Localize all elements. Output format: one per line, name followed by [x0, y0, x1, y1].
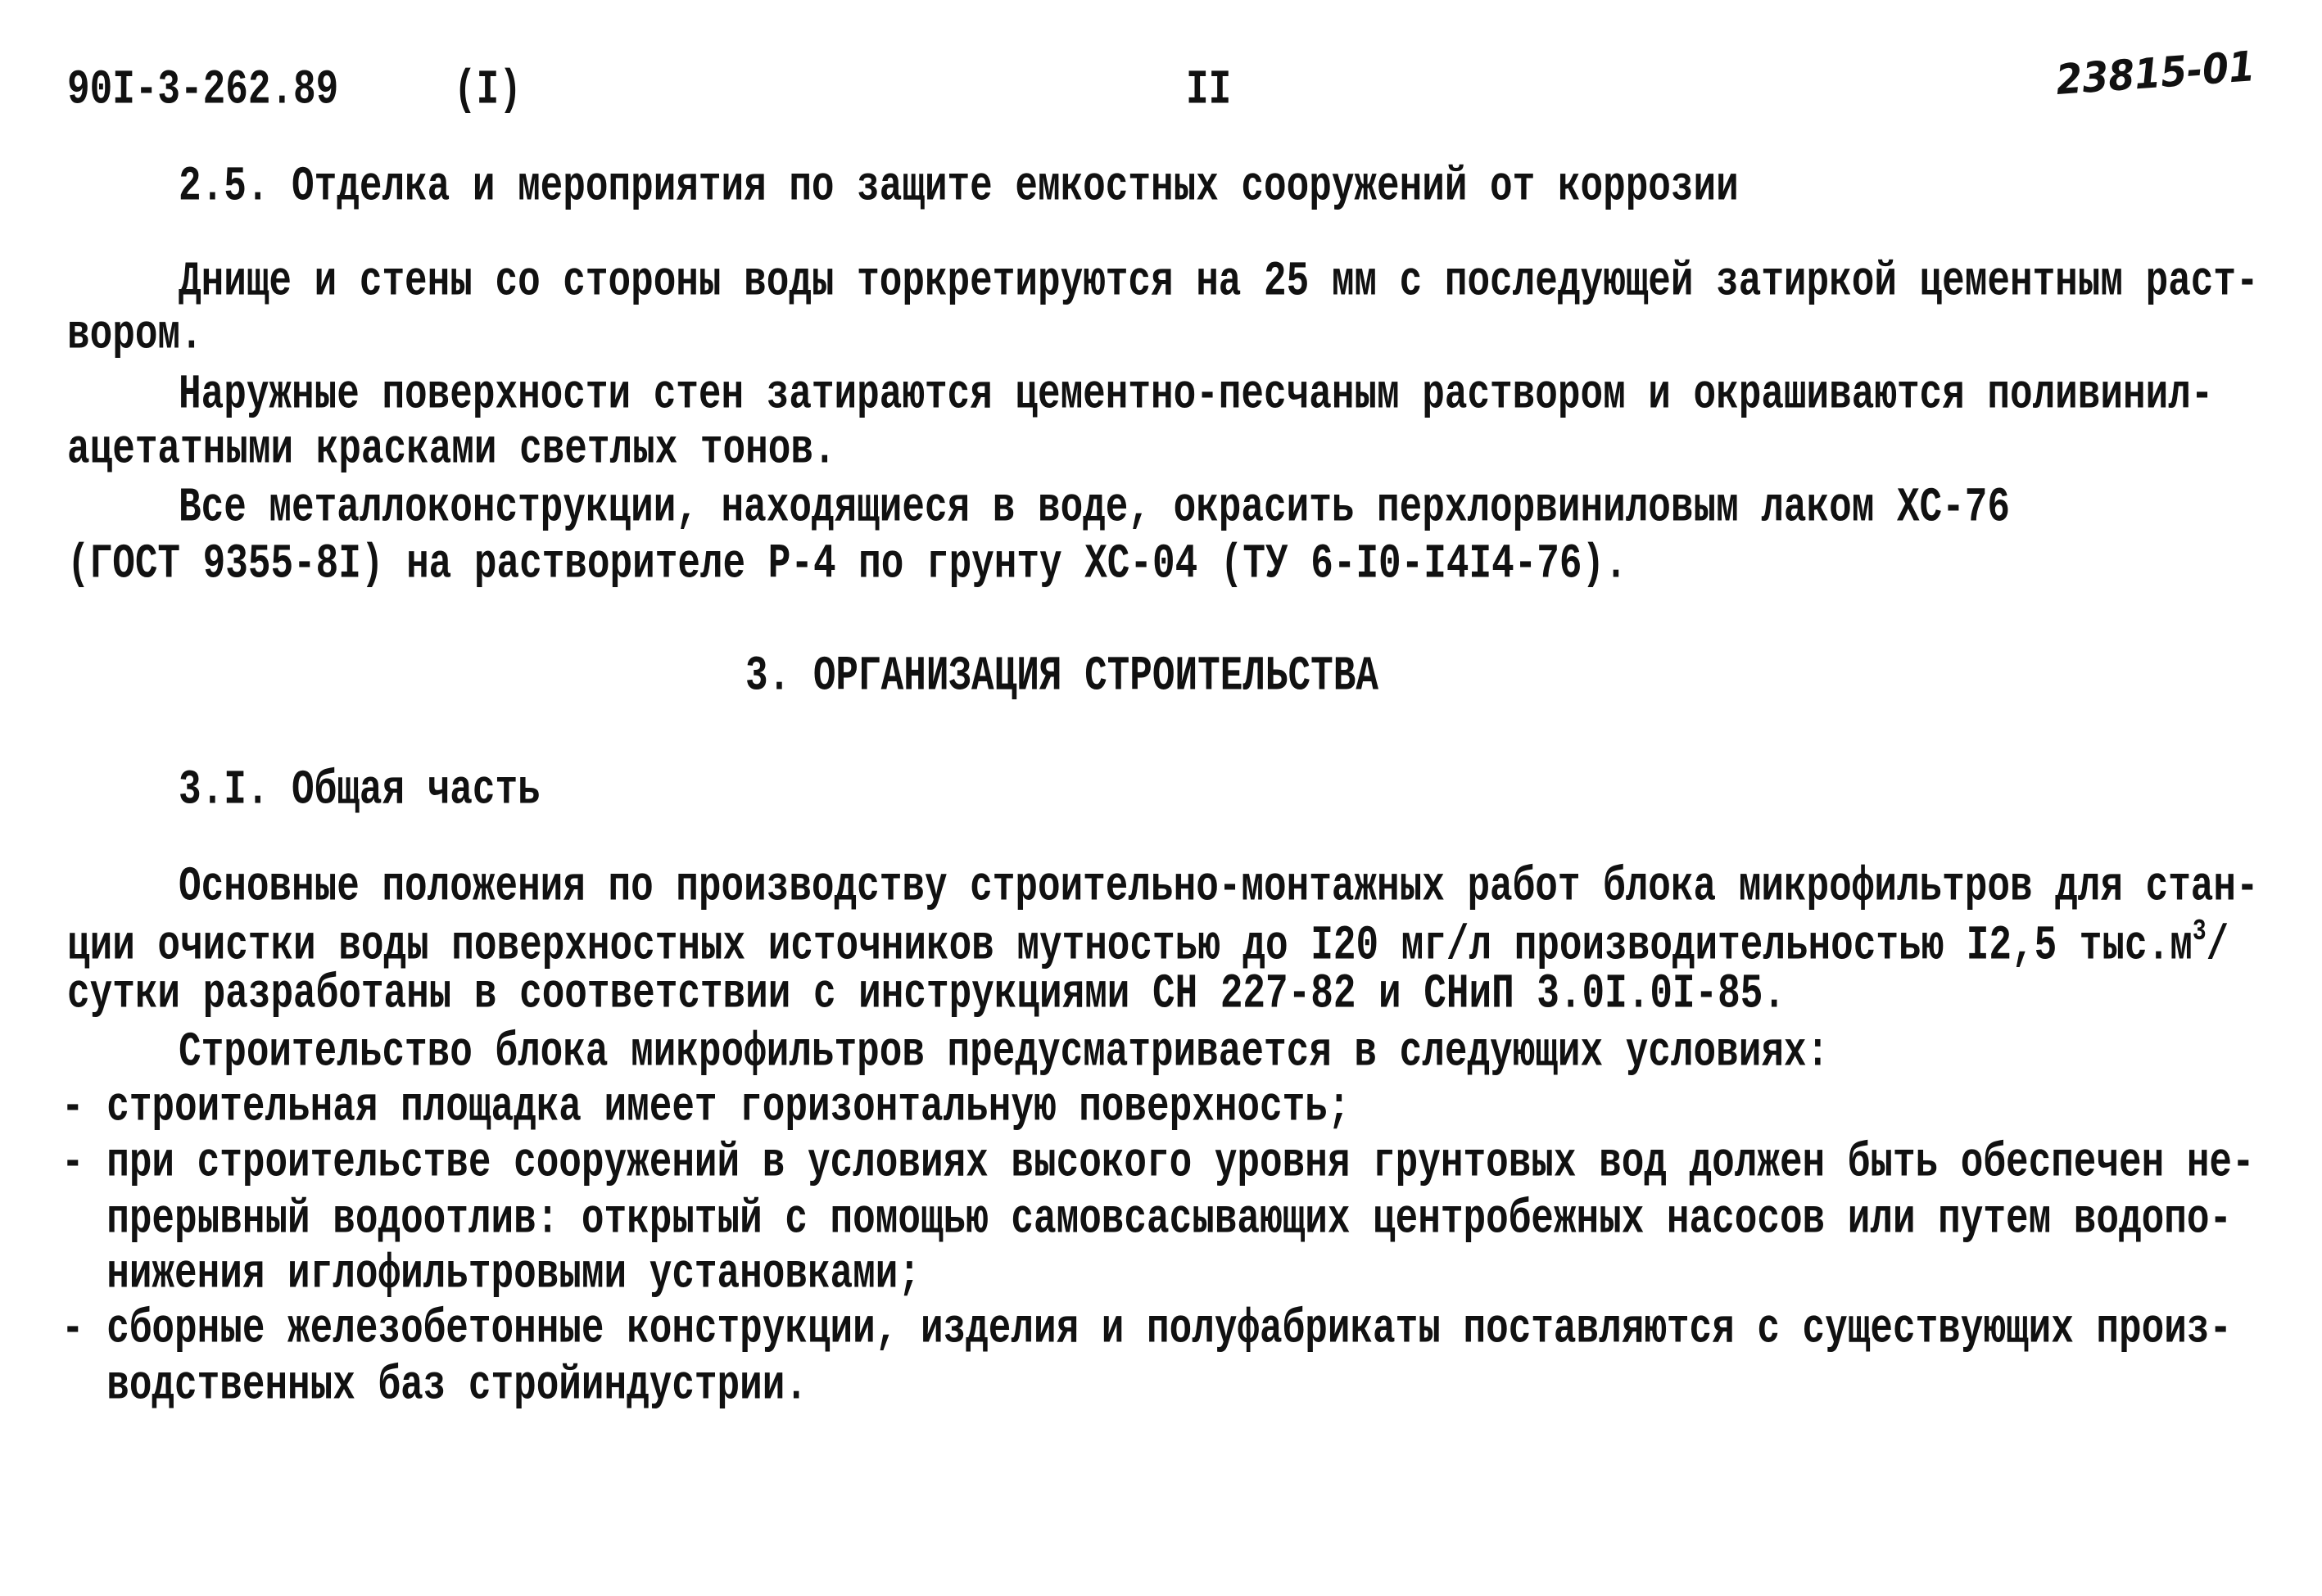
- paragraph-line: Все металлоконструкции, находящиеся в воде, окрасить перхлорвиниловым лаком ХС-76: [179, 480, 2010, 536]
- list-item-continuation: водственных баз стройиндустрии.: [61, 1358, 808, 1413]
- paragraph-line: [67, 916, 2229, 974]
- list-item: - при строительстве сооружений в условиях высокого уровня грунтовых вод должен быть обеспечен не-: [61, 1135, 2255, 1191]
- paragraph-line: Строительство блока микрофильтров предусматривается в следующих условиях:: [179, 1024, 1830, 1080]
- handwritten-stamp: 23815-01: [2054, 41, 2256, 105]
- volume-number: (I): [454, 62, 522, 118]
- line-text: /: [2206, 918, 2229, 974]
- chapter-heading: 3. ОРГАНИЗАЦИЯ СТРОИТЕЛЬСТВА: [745, 649, 1378, 704]
- paragraph-line: Днище и стены со стороны воды торкретируются на 25 мм с последующей затиркой цементным раст-: [179, 254, 2259, 310]
- superscript: 3: [2192, 916, 2207, 949]
- section-heading: 3.I. Общая часть: [179, 762, 541, 818]
- list-item: - строительная площадка имеет горизонтальную поверхность;: [61, 1079, 1351, 1135]
- document-code: 90I-3-262.89: [67, 62, 339, 118]
- paragraph-line: сутки разработаны в соответствии с инструкциями СН 227-82 и СНиП 3.0I.0I-85.: [67, 966, 1786, 1022]
- paragraph-line: Основные положения по производству строительно-монтажных работ блока микрофильтров для стан-: [179, 859, 2259, 915]
- paragraph-line: (ГОСТ 9355-8I) на растворителе Р-4 по грунту ХС-04 (ТУ 6-I0-I4I4-76).: [67, 536, 1627, 592]
- paragraph-line: Наружные поверхности стен затираются цементно-песчаным раствором и окрашиваются поливинил-: [179, 367, 2214, 423]
- line-text: ции очистки воды поверхностных источников мутностью до I20 мг/л производительностью I2,5 тыс.м: [67, 918, 2193, 974]
- section-heading: 2.5. Отделка и мероприятия по защите емкостных сооружений от коррозии: [179, 159, 1739, 215]
- list-item-continuation: прерывный водоотлив: открытый с помощью самовсасывающих центробежных насосов или путем водопо-: [61, 1191, 2233, 1247]
- list-item: - сборные железобетонные конструкции, изделия и полуфабрикаты поставляются с существующих произ-: [61, 1301, 2233, 1357]
- paragraph-line: ацетатными красками светлых тонов.: [67, 422, 836, 477]
- page-number: II: [1186, 62, 1232, 118]
- paragraph-line: вором.: [67, 307, 203, 363]
- list-item-continuation: нижения иглофильтровыми установками;: [61, 1246, 921, 1302]
